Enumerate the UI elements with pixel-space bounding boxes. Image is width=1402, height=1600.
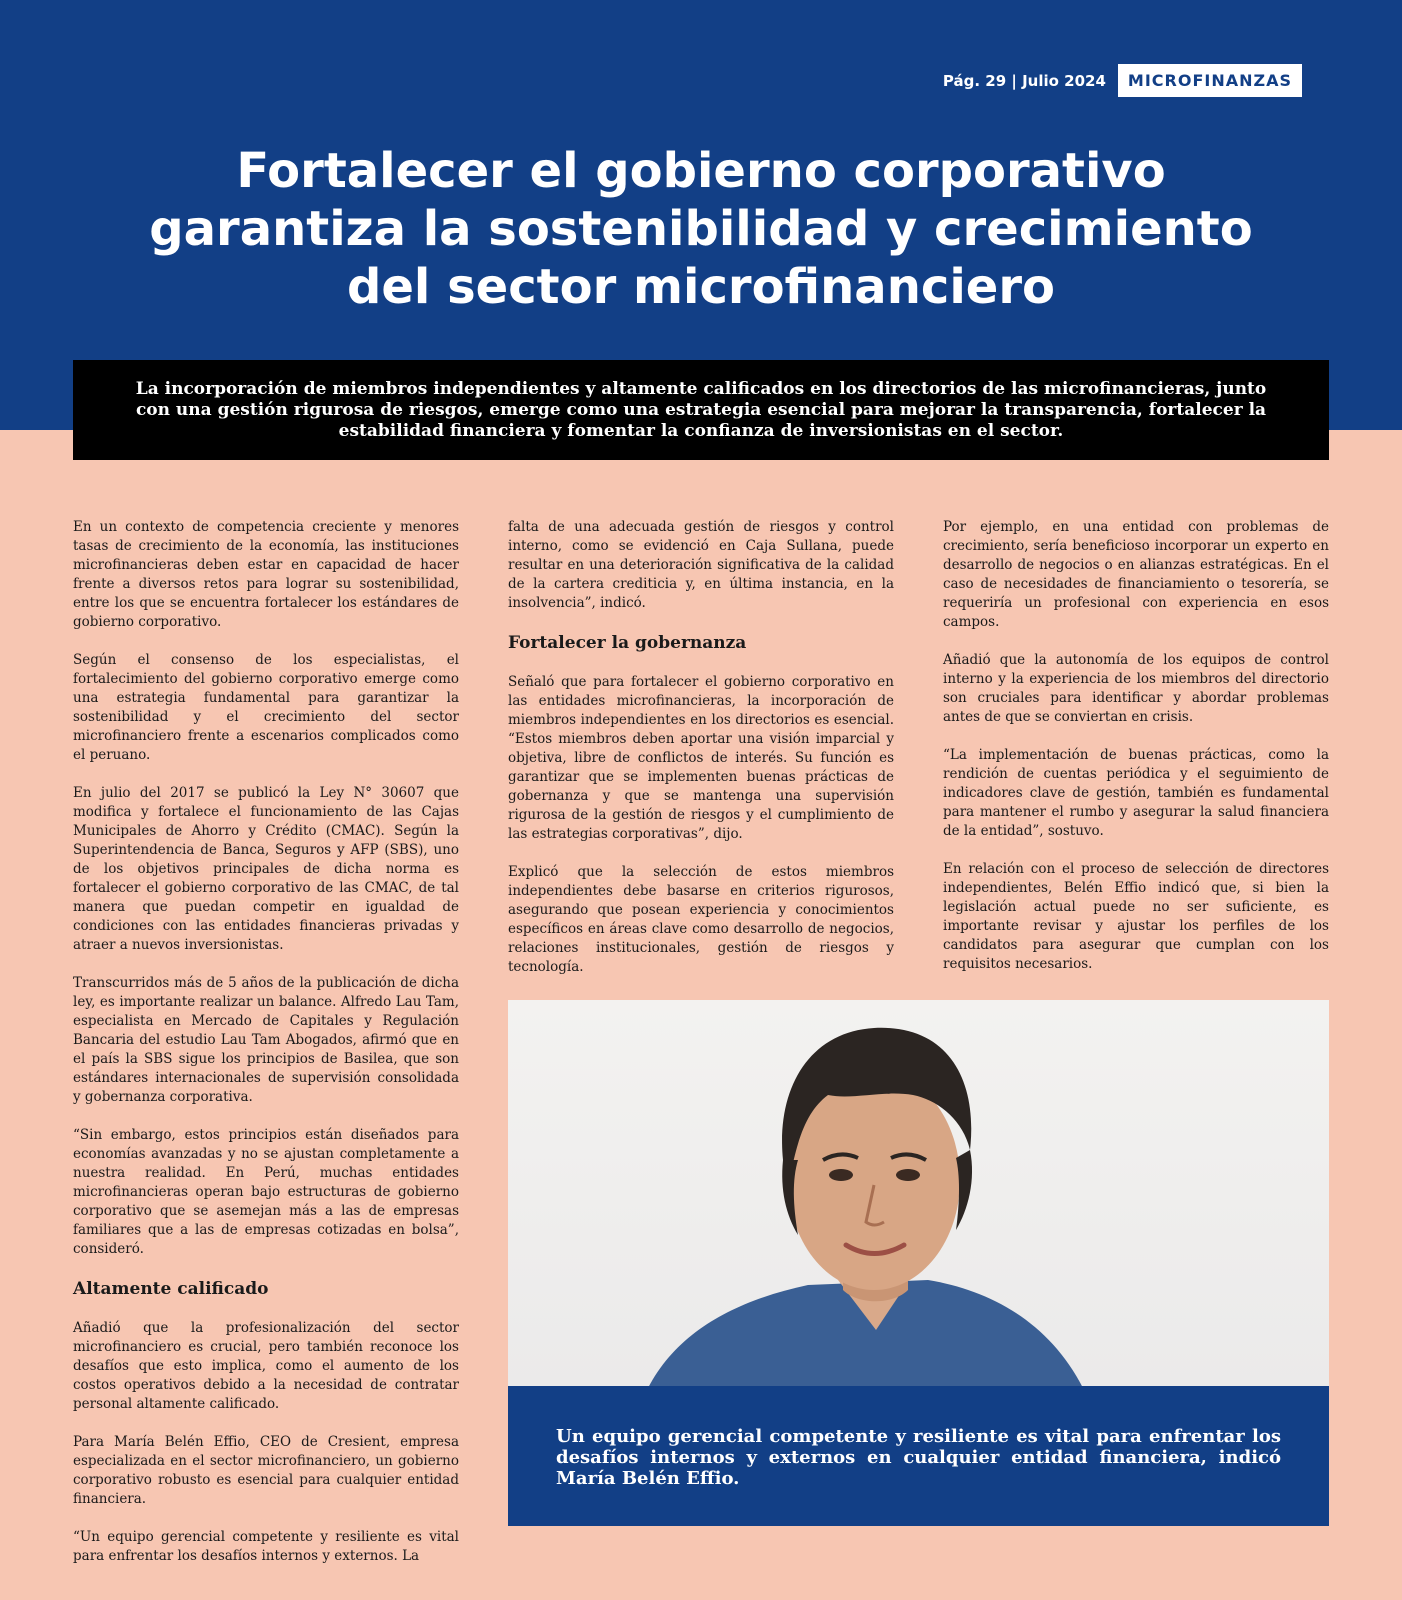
paragraph: Para María Belén Effio, CEO de Cresient, empresa especializada en el sector microfinanciero, un gobierno corporativo robusto es esencial para cualquier entidad financiera. xyxy=(73,1434,459,1507)
paragraph: “Sin embargo, estos principios están diseñados para economías avanzadas y no se ajustan completamente a nuestra realidad. En Perú, muchas entidades microfinancieras operan bajo estructuras de gobierno corporativo que se asemejan más a las de empresas familiares que a las de empresas cotizadas en bolsa”, consideró. xyxy=(73,1127,459,1257)
article-column-3 xyxy=(943,518,1329,993)
headline-line-3: del sector microfinanciero xyxy=(347,259,1055,315)
article-column-1 xyxy=(73,518,459,1585)
lead-box xyxy=(73,360,1329,460)
headline-line-2: garantiza la sostenibilidad y crecimiento xyxy=(149,201,1253,257)
paragraph: En relación con el proceso de selección de directores independientes, Belén Effio indicó que, si bien la legislación actual puede no ser suficiente, es importante revisar y ajustar los perfiles de los candidatos para asegurar que cumplan con los requisitos necesarios. xyxy=(943,861,1329,972)
section-heading: Fortalecer la gobernanza xyxy=(508,633,747,653)
header-meta xyxy=(943,64,1302,97)
lead-text: La incorporación de miembros independientes y altamente calificados en los directorios de las microfinancieras, junto con una gestión rigurosa de riesgos, emerge como una estrategia esencial para mejorar la transparencia, fortalecer la estabilidad financiera y fomentar la confianza de inversionistas en el sector. xyxy=(135,378,1267,441)
paragraph: Por ejemplo, en una entidad con problemas de crecimiento, sería beneficioso incorporar un experto en desarrollo de negocios o en alianzas estratégicas. En el caso de necesidades de financiamiento o tesorería, se requeriría un profesional con experiencia en esos campos. xyxy=(943,519,1329,630)
paragraph: “Un equipo gerencial competente y resiliente es vital para enfrentar los desafíos internos y externos. La xyxy=(73,1529,459,1564)
paragraph: falta de una adecuada gestión de riesgos y control interno, como se evidenció en Caja Sullana, puede resultar en una deterioración significativa de la calidad de la cartera crediticia y, en última instancia, en la insolvencia”, indicó. xyxy=(508,519,894,611)
headline xyxy=(100,142,1302,316)
section-heading: Altamente calificado xyxy=(73,1279,269,1299)
paragraph: Según el consenso de los especialistas, el fortalecimiento del gobierno corporativo emerge como una estrategia fundamental para garantizar la sostenibilidad y el crecimiento del sector microfinanciero frente a escenarios complicados como el peruano. xyxy=(73,652,459,763)
portrait-illustration xyxy=(508,1000,1329,1388)
brand-logo: MICROFINANZAS xyxy=(1118,64,1302,97)
paragraph: Añadió que la autonomía de los equipos de control interno y la experiencia de los miembros del directorio son cruciales para identificar y abordar problemas antes de que se conviertan en crisis. xyxy=(943,652,1329,725)
paragraph: Señaló que para fortalecer el gobierno corporativo en las entidades microfinancieras, la incorporación de miembros independientes en los directorios es esencial. “Estos miembros deben aportar una visión imparcial y objetiva, libre de conflictos de interés. Su función es garantizar que se implementen buenas prácticas de gobernanza y que se mantenga una supervisión rigurosa de la gestión de riesgos y el cumplimiento de las estrategias corporativas”, dijo. xyxy=(508,674,894,842)
paragraph: En un contexto de competencia creciente y menores tasas de crecimiento de la economía, las instituciones microfinancieras deben estar en capacidad de hacer frente a diversos retos para lograr su sostenibilidad, entre los que se encuentra fortalecer los estándares de gobierno corporativo. xyxy=(73,519,459,630)
paragraph: Explicó que la selección de estos miembros independientes debe basarse en criterios rigurosos, asegurando que posean experiencia y conocimientos específicos en áreas clave como desarrollo de negocios, relaciones institucionales, gestión de riesgos y tecnología. xyxy=(508,864,894,975)
paragraph: Añadió que la profesionalización del sector microfinanciero es crucial, pero también reconoce los desafíos que esto implica, como el aumento de los costos operativos debido a la necesidad de contratar personal altamente calificado. xyxy=(73,1320,459,1412)
photo-caption: Un equipo gerencial competente y resiliente es vital para enfrentar los desafíos internos y externos en cualquier entidad financiera, indicó María Belén Effio. xyxy=(556,1426,1281,1489)
page-reference: Pág. 29 | Julio 2024 xyxy=(942,71,1106,90)
photo-caption-box xyxy=(508,1386,1329,1526)
headline-line-1: Fortalecer el gobierno corporativo xyxy=(236,143,1166,199)
paragraph: Transcurridos más de 5 años de la publicación de dicha ley, es importante realizar un balance. Alfredo Lau Tam, especialista en Mercado de Capitales y Regulación Bancaria del estudio Lau Tam Abogados, afirmó que en el país la SBS sigue los principios de Basilea, que son estándares internacionales de supervisión consolidada y gobernanza corporativa. xyxy=(73,975,459,1105)
article-column-2 xyxy=(508,518,894,996)
paragraph: “La implementación de buenas prácticas, como la rendición de cuentas periódica y el seguimiento de indicadores clave de gestión, también es fundamental para mantener el rumbo y asegurar la salud financiera de la entidad”, sostuvo. xyxy=(943,747,1329,839)
portrait-photo xyxy=(508,1000,1329,1388)
paragraph: En julio del 2017 se publicó la Ley N° 30607 que modifica y fortalece el funcionamiento de las Cajas Municipales de Ahorro y Crédito (CMAC). Según la Superintendencia de Banca, Seguros y AFP (SBS), uno de los objetivos principales de dicha norma es fortalecer el gobierno corporativo de las CMAC, de tal manera que puedan competir en igualdad de condiciones con las entidades financieras privadas y atraer a nuevos inversionistas. xyxy=(73,785,459,953)
